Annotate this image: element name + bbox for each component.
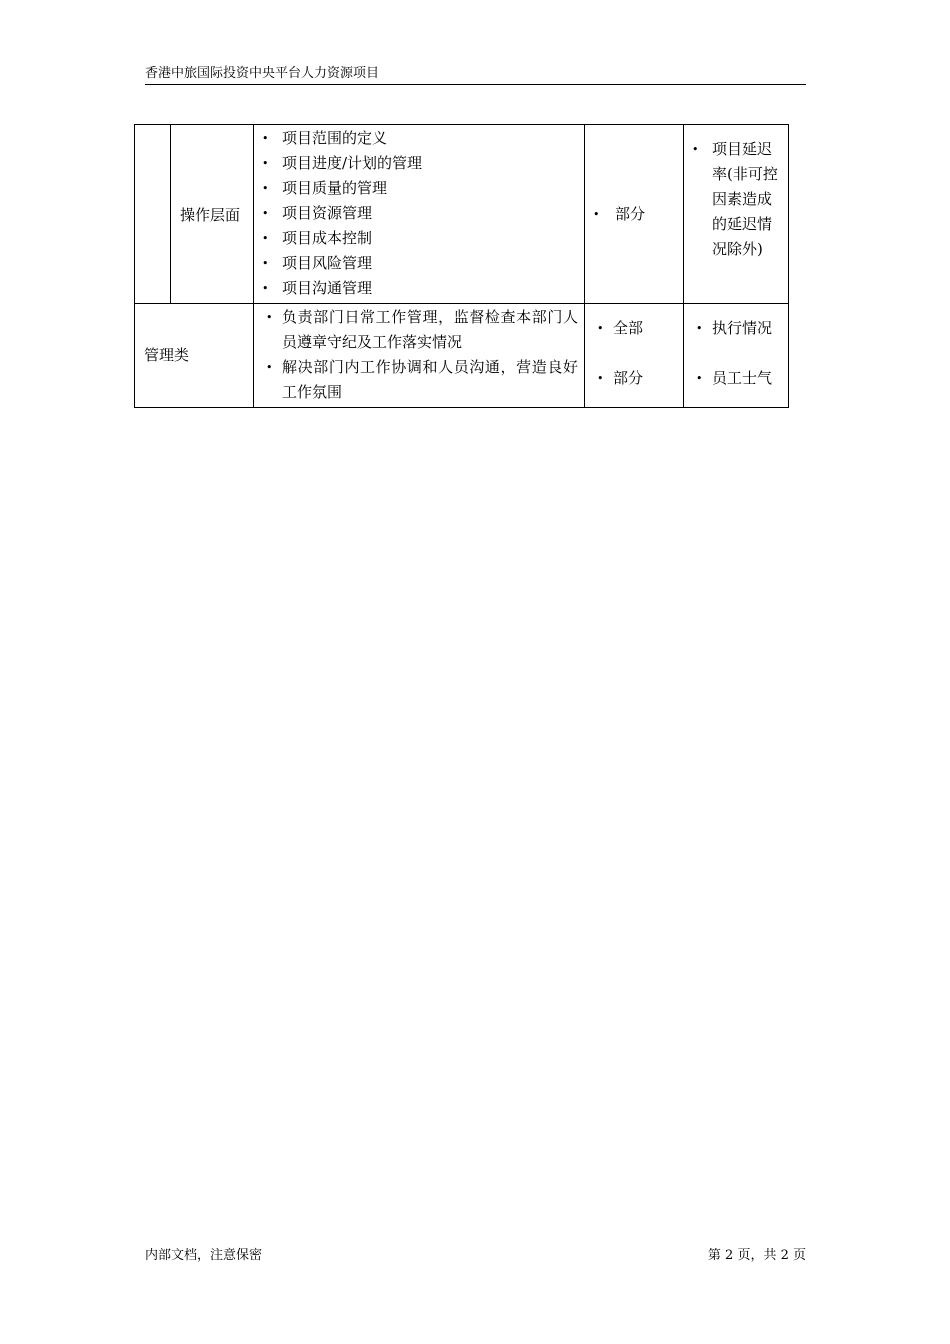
list-item: • 负责部门日常工作管理，监督检查本部门人员遵章守纪及工作落实情况 [266,305,578,355]
category-cell-empty [135,125,171,304]
authority-cell [585,125,684,304]
bullet-icon: • [262,257,269,270]
list-item: • 项目风险管理 [262,251,580,276]
kpi-cell [684,125,789,304]
kpi-cell [684,304,789,408]
table-row-operations [135,125,789,304]
kpi-list [684,125,788,270]
list-item: • 项目范围的定义 [262,126,580,151]
authority-cell [585,304,684,408]
list-item: • 解决部门内工作协调和人员沟通，营造良好工作氛围 [266,355,578,405]
list-item: • 项目质量的管理 [262,176,580,201]
list-item: • 项目延迟率(非可控因素造成的延迟情况除外) [692,137,782,262]
list-item: • 项目沟通管理 [262,276,580,301]
bullet-icon: • [266,311,273,324]
bullet-icon: • [262,157,269,170]
bullet-icon: • [262,232,269,245]
duties-cell [254,125,585,304]
sub-category-cell [171,125,254,304]
footer-page-number: 第 2 页，共 2 页 [707,1248,806,1263]
duties-table [134,124,789,408]
list-item: • 部分 [597,366,683,391]
category-cell [135,304,254,408]
list-item: • 项目进度/计划的管理 [262,151,580,176]
authority-list [585,304,683,399]
bullet-icon: • [597,322,604,335]
bullet-icon: • [696,322,703,335]
bullet-icon: • [262,282,269,295]
category-label: 管理类 [144,346,190,364]
kpi-list [684,304,788,399]
footer-confidential: 内部文档，注意保密 [145,1248,263,1263]
list-item: • 全部 [597,316,683,341]
bullet-icon: • [692,143,699,156]
table-row-management [135,304,789,408]
duties-list [254,125,584,303]
list-item: • 执行情况 [696,316,788,341]
list-item: • 员工士气 [696,366,788,391]
list-item: • 项目资源管理 [262,201,580,226]
duties-cell [254,304,585,408]
authority-list [585,202,683,227]
page-header [145,66,806,85]
duties-list [254,304,584,407]
list-item: • 部分 [593,202,683,227]
bullet-icon: • [593,207,600,221]
bullet-icon: • [262,132,269,145]
bullet-icon: • [266,361,273,374]
bullet-icon: • [597,372,604,385]
bullet-icon: • [696,372,703,385]
bullet-icon: • [262,207,269,220]
header-title: 香港中旅国际投资中央平台人力资源项目 [145,66,380,81]
sub-category-label: 操作层面 [180,205,241,224]
list-item: • 项目成本控制 [262,226,580,251]
bullet-icon: • [262,182,269,195]
